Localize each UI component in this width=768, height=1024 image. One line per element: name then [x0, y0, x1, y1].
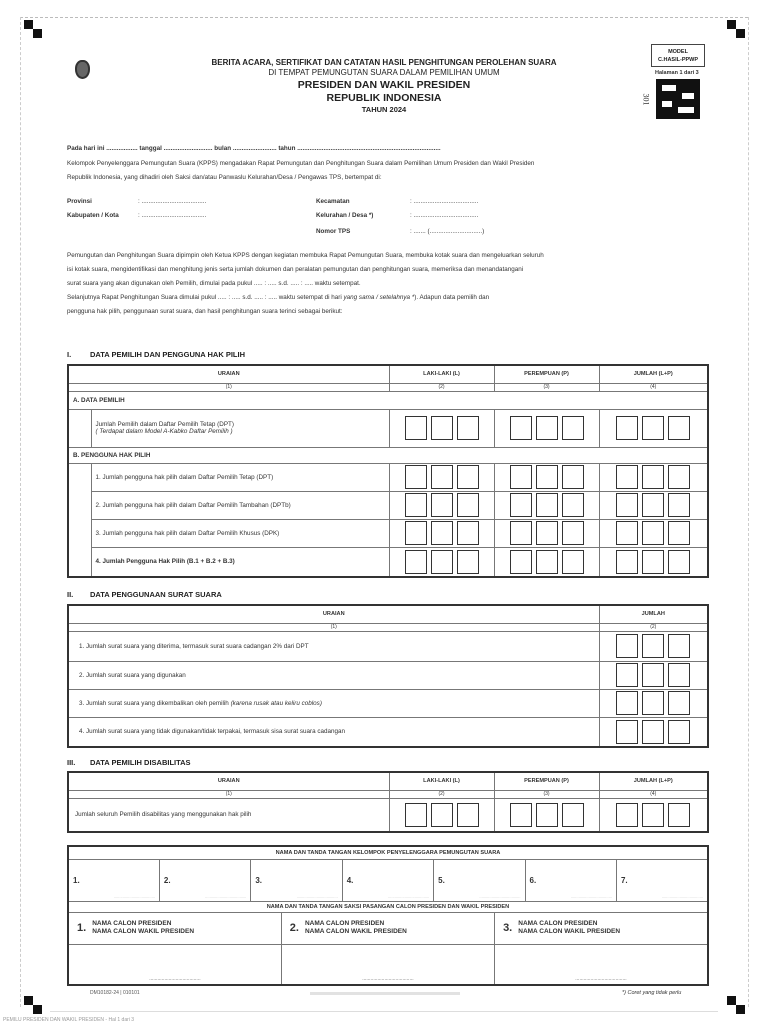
intro-line-2: Kelompok Penyelenggara Pemungutan Suara (KPPS) mengadakan Rapat Pemungutan dan Penghitungan Suara dalam Pemilihan Umum Presiden dan Wakil Presiden — [67, 160, 535, 167]
digit-box[interactable] — [562, 465, 584, 489]
col-uraian: URAIAN — [68, 365, 389, 383]
digit-box[interactable] — [510, 465, 532, 489]
field-provinsi[interactable]: : ..................................... — [138, 198, 207, 205]
digit-boxes-p — [499, 550, 595, 574]
digit-box[interactable] — [642, 493, 664, 517]
col-jumlah: JUMLAH (L+P) — [599, 772, 708, 790]
candidate-wakil: NAMA CALON WAKIL PRESIDEN — [92, 928, 195, 935]
signature-dots: ..................................... — [575, 976, 627, 982]
section-3-heading: DATA PEMILIH DISABILITAS — [90, 758, 191, 767]
label-kelurahan: Kelurahan / Desa *) — [316, 212, 374, 219]
corner-mark — [24, 20, 42, 38]
digit-box[interactable] — [616, 550, 638, 574]
row-ss3-note: (karena rusak atau keliru coblos) — [230, 699, 322, 707]
section-1-number: I. — [67, 350, 72, 359]
field-kelurahan[interactable]: : ..................................... — [410, 212, 479, 219]
cut-line-top — [20, 17, 748, 18]
digit-box[interactable] — [457, 416, 479, 440]
digit-box[interactable] — [668, 634, 690, 658]
candidate-number: 2. — [289, 922, 299, 934]
col-num: (3) — [494, 790, 599, 798]
row-b2-label: 2. Jumlah pengguna hak pilih dalam Daftar Pemilih Tambahan (DPTb) — [91, 491, 389, 519]
digit-boxes-total — [604, 416, 704, 440]
digit-box[interactable] — [642, 550, 664, 574]
kpps-signature-cell[interactable] — [434, 859, 525, 901]
row-ss4-label: 4. Jumlah surat suara yang tidak digunakan/tidak terpakai, termasuk sisa surat suara cadangan — [68, 717, 599, 747]
kpps-number: 5. — [438, 875, 445, 885]
model-box — [651, 44, 705, 67]
paragraph-line-4b: yang sama / setelahnya * — [343, 294, 415, 301]
col-laki: LAKI-LAKI (L) — [389, 772, 494, 790]
digit-box[interactable] — [642, 634, 664, 658]
digit-box[interactable] — [431, 550, 453, 574]
digit-box[interactable] — [457, 521, 479, 545]
model-code: C.HASIL-PPWP — [657, 57, 699, 63]
paragraph-line-4 — [67, 294, 489, 301]
digit-box[interactable] — [431, 493, 453, 517]
digit-box[interactable] — [405, 465, 427, 489]
signature-dots: ..................................... — [362, 976, 414, 982]
kpps-number: 6. — [529, 875, 537, 885]
signature-dots: ..................................... — [479, 893, 521, 899]
candidate-presiden: NAMA CALON PRESIDEN — [518, 920, 598, 927]
paragraph-line-1: Pemungutan dan Penghitungan Suara dipimpin oleh Ketua KPPS dengan kegiatan membuka Rapat Pemungutan Suara, membuka kotak suara dan mengeluarkan seluruh — [67, 252, 544, 259]
row-b3-label: 3. Jumlah pengguna hak pilih dalam Daftar Pemilih Khusus (DPK) — [91, 519, 389, 547]
intro-date-line: Pada hari ini .................. tanggal ............................ bulan ......................... tahun .................................................................................. — [67, 145, 441, 152]
corner-mark — [727, 20, 745, 38]
candidate-presiden: NAMA CALON PRESIDEN — [304, 920, 385, 927]
digit-box[interactable] — [668, 493, 690, 517]
kpps-signature-cell[interactable] — [251, 859, 342, 901]
digit-box[interactable] — [668, 521, 690, 545]
digit-box[interactable] — [642, 691, 664, 715]
candidate-number: 1. — [77, 922, 87, 934]
signature-dots: ..................................... — [205, 893, 247, 899]
document-code: DM10182-24 | 010101 — [90, 990, 140, 996]
page-footer: PEMILU PRESIDEN DAN WAKIL PRESIDEN - Hal 1 dari 3 — [3, 1017, 135, 1023]
digit-box[interactable] — [642, 663, 664, 687]
kpps-signature-cell[interactable] — [616, 859, 707, 901]
model-label: MODEL — [668, 49, 688, 55]
col-num: (2) — [389, 790, 494, 798]
digit-boxes-l — [394, 550, 490, 574]
digit-box[interactable] — [405, 493, 427, 517]
col-num: (4) — [599, 383, 708, 391]
col-jumlah: JUMLAH (L+P) — [599, 365, 708, 383]
digit-boxes-p — [499, 521, 595, 545]
field-tps[interactable]: : ....... (..............................) — [410, 228, 485, 235]
saksi-signature-title: NAMA DAN TANDA TANGAN SAKSI PASANGAN CALON PRESIDEN DAN WAKIL PRESIDEN — [68, 901, 708, 912]
cut-line-left — [20, 17, 21, 1007]
title-line-3: PRESIDEN DAN WAKIL PRESIDEN — [297, 79, 471, 91]
candidate-number: 3. — [503, 922, 513, 934]
digit-box[interactable] — [431, 521, 453, 545]
row-b1-label: 1. Jumlah pengguna hak pilih dalam Daftar Pemilih Tetap (DPT) — [91, 463, 389, 491]
digit-box[interactable] — [510, 493, 532, 517]
digit-boxes-l — [394, 416, 490, 440]
digit-box[interactable] — [536, 465, 558, 489]
col-num: (1) — [68, 383, 389, 391]
label-kecamatan: Kecamatan — [316, 198, 350, 205]
col-num: (1) — [68, 623, 599, 631]
candidate-header — [495, 912, 708, 944]
kpps-signature-cell[interactable] — [525, 859, 616, 901]
row-b4-label: 4. Jumlah Pengguna Hak Pilih (B.1 + B.2 + B.3) — [91, 547, 389, 577]
digit-box[interactable] — [668, 720, 690, 744]
digit-box[interactable] — [668, 803, 690, 827]
digit-box[interactable] — [616, 720, 638, 744]
kpps-signature-title: NAMA DAN TANDA TANGAN KELOMPOK PENYELENGGARA PEMUNGUTAN SUARA — [68, 846, 708, 859]
digit-box[interactable] — [536, 803, 558, 827]
digit-box[interactable] — [405, 550, 427, 574]
digit-box[interactable] — [457, 803, 479, 827]
kpps-signature-cell[interactable] — [159, 859, 250, 901]
group-b-label: B. PENGGUNA HAK PILIH — [68, 447, 708, 463]
digit-box[interactable] — [668, 691, 690, 715]
title-line-2: DI TEMPAT PEMUNGUTAN SUARA DALAM PEMILIHAN UMUM — [268, 68, 500, 77]
title-line-5: TAHUN 2024 — [361, 105, 407, 114]
row-dpt-label: Jumlah Pemilih dalam Daftar Pemilih Tetap (DPT) — [95, 421, 234, 428]
paragraph-line-4a: Selanjutnya Rapat Penghitungan Suara dimulai pukul ..... : ..... s.d. ..... : ..... waktu setempat di hari — [67, 294, 344, 301]
signature-dots: ..................................... — [661, 893, 703, 899]
candidate-wakil: NAMA CALON WAKIL PRESIDEN — [518, 928, 621, 935]
col-uraian: URAIAN — [68, 605, 599, 623]
digit-boxes-l — [394, 521, 490, 545]
digit-boxes-p — [499, 493, 595, 517]
digit-boxes-p — [499, 416, 595, 440]
digit-box[interactable] — [616, 416, 638, 440]
title-line-4: REPUBLIK INDONESIA — [326, 92, 442, 104]
col-perempuan: PEREMPUAN (P) — [494, 365, 599, 383]
kpps-signature-cell[interactable] — [68, 859, 159, 901]
table-surat-suara — [67, 604, 709, 748]
digit-box[interactable] — [405, 803, 427, 827]
corner-mark — [24, 996, 42, 1014]
field-kabupaten[interactable]: : ..................................... — [138, 212, 207, 219]
digit-box[interactable] — [536, 521, 558, 545]
saksi-signature-cell[interactable] — [281, 944, 494, 985]
page-code-number: 301 — [641, 93, 651, 106]
col-jumlah: JUMLAH — [599, 605, 708, 623]
digit-box[interactable] — [457, 550, 479, 574]
digit-box[interactable] — [642, 521, 664, 545]
row-disabilitas-label: Jumlah seluruh Pemilih disabilitas yang menggunakan hak pilih — [68, 798, 389, 832]
digit-box[interactable] — [405, 416, 427, 440]
digit-box[interactable] — [616, 465, 638, 489]
kpps-number: 7. — [620, 875, 628, 885]
row-dpt-note: ( Terdapat dalam Model A-Kabko Daftar Pemilih ) — [95, 428, 233, 435]
col-num: (2) — [599, 623, 708, 631]
field-kecamatan[interactable]: : ..................................... — [410, 198, 479, 205]
paragraph-line-4c: ). Adapun data pemilih dan — [414, 294, 490, 301]
digit-box[interactable] — [616, 803, 638, 827]
digit-box[interactable] — [510, 550, 532, 574]
intro-line-3: Republik Indonesia, yang dihadiri oleh Saksi dan/atau Panwaslu Kelurahan/Desa / Pengawas TPS, bertempat di: — [67, 174, 382, 181]
signature-table — [67, 845, 709, 986]
col-num: (2) — [389, 383, 494, 391]
candidate-presiden: NAMA CALON PRESIDEN — [92, 920, 172, 927]
row-ss3-label: 3. Jumlah surat suara yang dikembalikan oleh pemilih — [79, 699, 231, 707]
paragraph-line-3: surat suara yang akan digunakan oleh Pemilih, dimulai pada pukul ..... : ..... s.d. ..... : ..... waktu setempat. — [67, 280, 361, 287]
digit-box[interactable] — [642, 720, 664, 744]
col-uraian: URAIAN — [68, 772, 389, 790]
digit-box[interactable] — [510, 803, 532, 827]
candidate-header — [281, 912, 494, 944]
col-perempuan: PEREMPUAN (P) — [494, 772, 599, 790]
label-tps: Nomor TPS — [316, 228, 351, 235]
label-provinsi: Provinsi — [67, 198, 92, 205]
digit-box[interactable] — [431, 803, 453, 827]
digit-box[interactable] — [457, 493, 479, 517]
digit-box[interactable] — [562, 521, 584, 545]
digit-box[interactable] — [431, 465, 453, 489]
table-pemilih — [67, 364, 709, 578]
page-indicator: Halaman 1 dari 3 — [655, 70, 699, 76]
digit-box[interactable] — [510, 521, 532, 545]
label-kabupaten: Kabupaten / Kota — [67, 212, 119, 219]
section-3-number: III. — [67, 758, 76, 767]
digit-box[interactable] — [562, 550, 584, 574]
section-1-heading: DATA PEMILIH DAN PENGGUNA HAK PILIH — [90, 350, 245, 359]
digit-boxes-total — [604, 521, 704, 545]
kpps-number: 4. — [346, 875, 354, 885]
digit-boxes-total — [604, 550, 704, 574]
candidate-wakil: NAMA CALON WAKIL PRESIDEN — [304, 928, 407, 935]
signature-dots: ..................................... — [149, 976, 201, 982]
digit-box[interactable] — [642, 465, 664, 489]
row-ss1-label: 1. Jumlah surat suara yang diterima, termasuk surat suara cadangan 2% dari DPT — [68, 631, 599, 661]
digit-box[interactable] — [668, 465, 690, 489]
signature-dots: ..................................... — [388, 893, 430, 899]
col-num: (4) — [599, 790, 708, 798]
table-disabilitas — [67, 771, 709, 833]
footnote: *) Coret yang tidak perlu — [622, 990, 682, 996]
page-code-marker — [656, 79, 700, 119]
digit-box[interactable] — [457, 465, 479, 489]
digit-box[interactable] — [536, 493, 558, 517]
digit-boxes-jumlah — [604, 691, 704, 715]
digit-boxes-l — [394, 803, 490, 827]
digit-box[interactable] — [562, 493, 584, 517]
digit-box[interactable] — [616, 663, 638, 687]
kpps-number: 3. — [255, 875, 262, 885]
digit-boxes-total — [604, 465, 704, 489]
title-line-1: BERITA ACARA, SERTIFIKAT DAN CATATAN HASIL PENGHITUNGAN PEROLEHAN SUARA — [211, 58, 557, 67]
digit-box[interactable] — [616, 521, 638, 545]
digit-box[interactable] — [642, 803, 664, 827]
digit-box[interactable] — [562, 416, 584, 440]
digit-boxes-total — [604, 803, 704, 827]
kpps-number: 1. — [73, 875, 80, 885]
paragraph-line-2: isi kotak suara, mengidentifikasi dan menghitung jenis serta jumlah dokumen dan peralatan pemungutan dan penghitungan suara, memeriksa dan menandatangani — [67, 266, 524, 273]
group-a-label: A. DATA PEMILIH — [68, 391, 708, 409]
digit-box[interactable] — [431, 416, 453, 440]
saksi-signature-cell[interactable] — [495, 944, 708, 985]
kpps-number: 2. — [163, 875, 171, 885]
row-ss3 — [68, 689, 599, 717]
digit-box[interactable] — [616, 691, 638, 715]
digit-boxes-jumlah — [604, 720, 704, 744]
digit-box[interactable] — [668, 416, 690, 440]
paragraph-line-5: pengguna hak pilih, penggunaan surat suara, dan hasil penghitungan suara terinci sebagai berikut: — [67, 308, 343, 315]
candidate-header — [68, 912, 281, 944]
digit-boxes-l — [394, 493, 490, 517]
digit-box[interactable] — [536, 550, 558, 574]
digit-boxes-jumlah — [604, 634, 704, 658]
digit-box[interactable] — [668, 550, 690, 574]
section-2-heading: DATA PENGGUNAAN SURAT SUARA — [90, 590, 222, 599]
saksi-signature-cell[interactable] — [68, 944, 281, 985]
footer-divider — [50, 1011, 718, 1012]
digit-boxes-total — [604, 493, 704, 517]
digit-box[interactable] — [668, 663, 690, 687]
digit-box[interactable] — [642, 416, 664, 440]
digit-box[interactable] — [536, 416, 558, 440]
digit-box[interactable] — [616, 493, 638, 517]
digit-box[interactable] — [562, 803, 584, 827]
signature-dots: ..................................... — [113, 893, 155, 899]
digit-box[interactable] — [405, 521, 427, 545]
cut-line-right — [748, 17, 749, 1007]
kpps-signature-cell[interactable] — [342, 859, 433, 901]
col-num: (1) — [68, 790, 389, 798]
section-2-number: II. — [67, 590, 74, 599]
col-laki: LAKI-LAKI (L) — [389, 365, 494, 383]
signature-dots: ..................................... — [570, 893, 612, 899]
signature-dots: ..................................... — [296, 893, 338, 899]
digit-box[interactable] — [616, 634, 638, 658]
digit-boxes-p — [499, 465, 595, 489]
footer-fine-print — [310, 992, 460, 995]
digit-boxes-p — [499, 803, 595, 827]
row-ss2-label: 2. Jumlah surat suara yang digunakan — [68, 661, 599, 689]
digit-boxes-jumlah — [604, 663, 704, 687]
corner-mark — [727, 996, 745, 1014]
col-num: (3) — [494, 383, 599, 391]
digit-box[interactable] — [510, 416, 532, 440]
digit-boxes-l — [394, 465, 490, 489]
